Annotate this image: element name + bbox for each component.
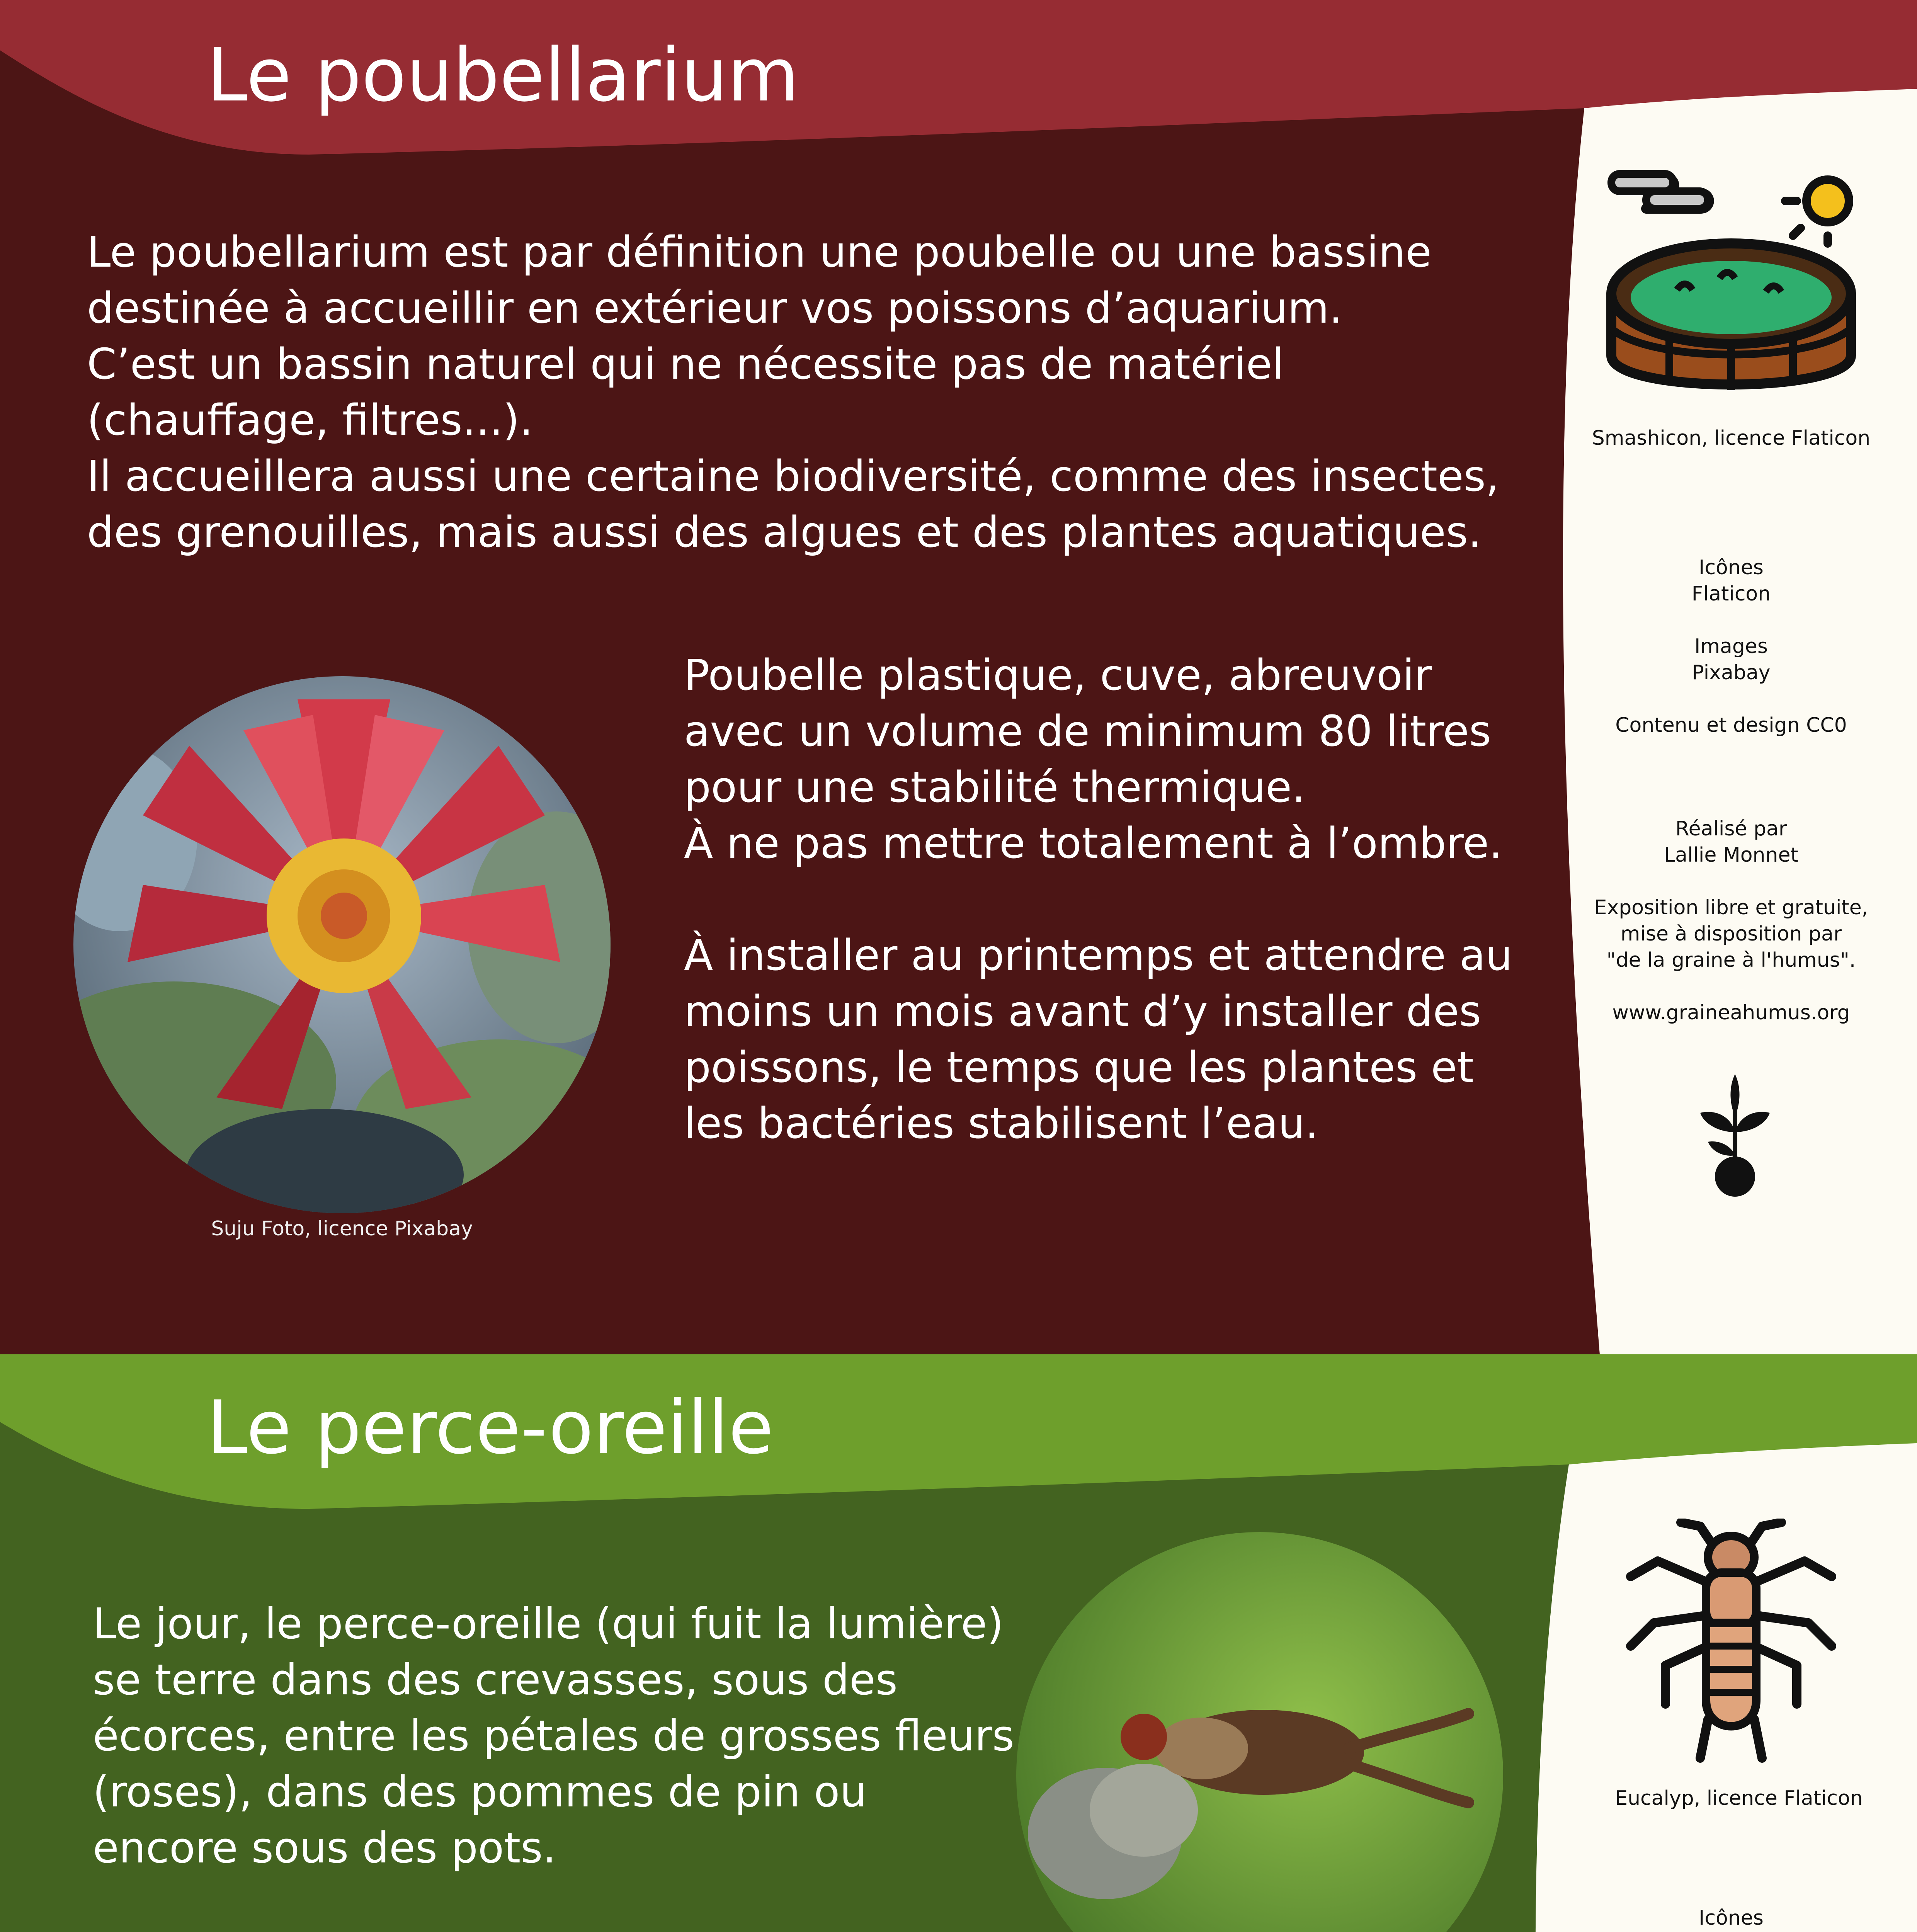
instruction-paragraph: Poubelle plastique, cuve, abreuvoir avec un volume de minimum 80 litres pour une stabilité thermique. [684, 650, 1491, 812]
section1-title: Le poubellarium [207, 32, 799, 118]
credits-icons-label: Icônes [1699, 1906, 1764, 1930]
section1-intro [87, 224, 1536, 560]
instruction-paragraph: À installer au printemps et attendre au moins un mois avant d’y installer des poissons, le temps que les plantes et les bactéries stabilisent l’eau. [684, 930, 1513, 1148]
credits-website: www.graineahumus.org [1612, 1001, 1850, 1024]
water-lily-photo [73, 676, 611, 1213]
sprout-seed-icon [1696, 1074, 1774, 1198]
earwig-icon [1623, 1519, 1839, 1766]
credits-icons-label: Icônes [1699, 556, 1764, 579]
intro-paragraph: C’est un bassin naturel qui ne nécessite pas de matériel (chauffage, filtres...). [87, 339, 1284, 445]
instruction-paragraph: À ne pas mettre totalement à l’ombre. [684, 818, 1503, 868]
section2-paragraphs [93, 1596, 1020, 1932]
credits-made-by: Réalisé par [1675, 817, 1787, 840]
intro-paragraph: Il accueillera aussi une certaine biodiversité, comme des insectes, des grenouilles, mais aussi des algues et des plantes aquatiques. [87, 451, 1499, 557]
earwig-icon-caption: Eucalyp, licence Flaticon [1615, 1787, 1863, 1810]
credits-images-source: Pixabay [1692, 661, 1771, 684]
earwig-paragraph: Le jour, le perce-oreille (qui fuit la lumière) se terre dans des crevasses, sous des écorces, entre les pétales de grosses fleurs (roses), dans des pommes de pin ou encore sous des pots. [93, 1599, 1014, 1872]
pond-basin-icon [1604, 162, 1859, 402]
pond-icon-caption: Smashicon, licence Flaticon [1592, 427, 1871, 450]
credits-exhibition: Exposition libre et gratuite, [1594, 896, 1868, 919]
water-lily-caption: Suju Foto, licence Pixabay [211, 1217, 473, 1240]
earwig-photo [1016, 1532, 1503, 1932]
credits-author: Lallie Monnet [1664, 844, 1798, 867]
credits-exhibition: "de la graine à l'humus". [1606, 949, 1856, 972]
section1-credits [1584, 554, 1878, 1026]
intro-paragraph: Le poubellarium est par définition une poubelle ou une bassine destinée à accueillir en extérieur vos poissons d’aquarium. [87, 227, 1432, 333]
credits-icons-source: Flaticon [1691, 582, 1771, 605]
section2-credits [1584, 1905, 1878, 1932]
credits-exhibition: mise à disposition par [1620, 922, 1842, 946]
section2-title: Le perce-oreille [207, 1385, 774, 1470]
section1-instructions [684, 647, 1534, 1151]
credits-images-label: Images [1694, 635, 1768, 658]
credits-license: Contenu et design CC0 [1615, 714, 1847, 737]
